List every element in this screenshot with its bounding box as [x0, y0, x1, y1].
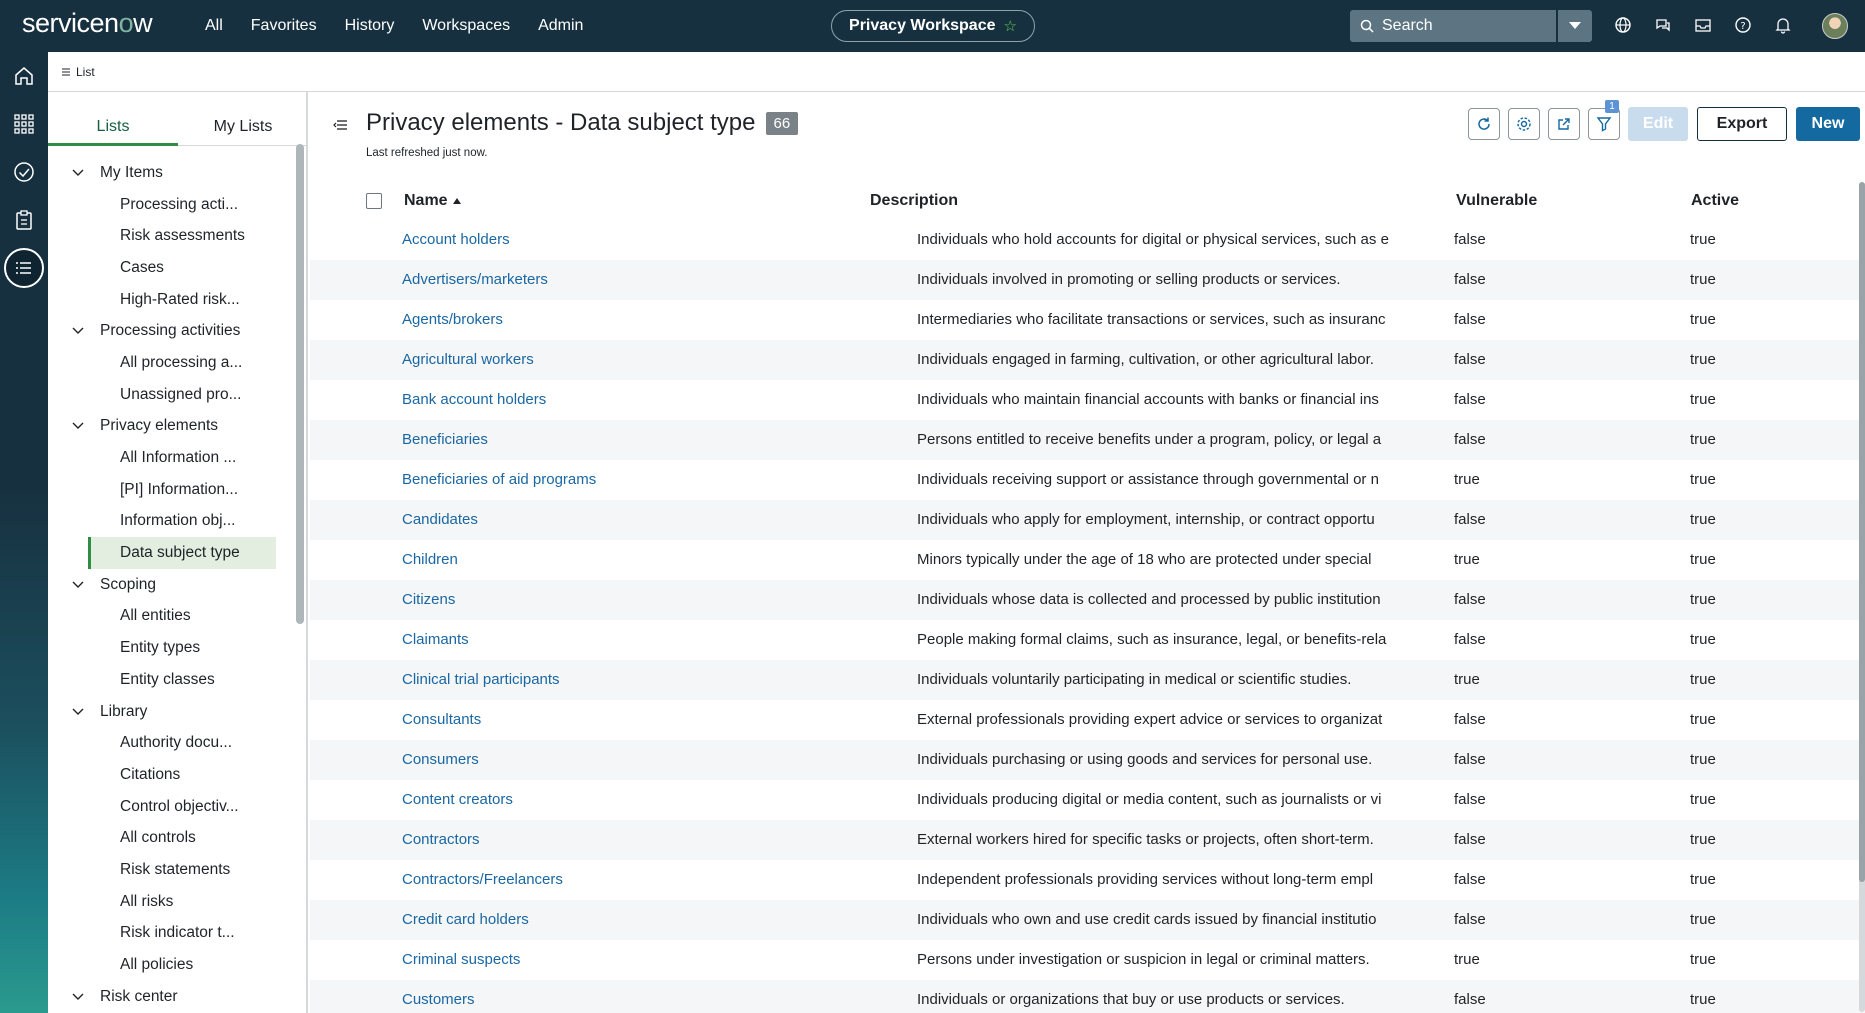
clipboard-icon[interactable]: [10, 206, 38, 234]
tree-label: My Items: [100, 163, 163, 181]
row-vulnerable: false: [1454, 631, 1486, 648]
list-navigator-panel: [48, 92, 308, 1013]
table-row[interactable]: [310, 620, 1865, 660]
refresh-status: Last refreshed just now.: [366, 147, 488, 159]
column-name-label: Name: [404, 192, 448, 209]
tree-item[interactable]: [48, 442, 293, 474]
apps-grid-icon[interactable]: [10, 110, 38, 138]
row-vulnerable: false: [1454, 871, 1486, 888]
row-name-link[interactable]: Advertisers/marketers: [402, 271, 548, 288]
table-row[interactable]: [310, 380, 1865, 420]
export-button[interactable]: Export: [1697, 107, 1787, 141]
tree-label: Control objectiv...: [120, 797, 239, 815]
sort-ascending-icon[interactable]: [452, 197, 462, 205]
row-description: Individuals receiving support or assistance through governmental or n: [917, 471, 1379, 488]
tree-item[interactable]: [48, 220, 293, 252]
row-vulnerable: false: [1454, 311, 1486, 328]
row-name-link[interactable]: Claimants: [402, 631, 469, 648]
row-active: true: [1690, 231, 1716, 248]
gear-icon: [1516, 116, 1532, 132]
row-name-link[interactable]: Account holders: [402, 231, 510, 248]
row-vulnerable: false: [1454, 391, 1486, 408]
panel-tabs: [48, 108, 308, 146]
row-vulnerable: true: [1454, 471, 1480, 488]
star-icon[interactable]: ☆: [1003, 18, 1017, 35]
row-name-link[interactable]: Clinical trial participants: [402, 671, 560, 688]
row-active: true: [1690, 311, 1716, 328]
search-dropdown-button[interactable]: [1558, 10, 1592, 42]
row-vulnerable: false: [1454, 231, 1486, 248]
tree-label: Library: [100, 702, 148, 720]
tree-label: Risk statements: [120, 860, 231, 878]
row-name-link[interactable]: Bank account holders: [402, 391, 547, 408]
chevron-down-icon[interactable]: [72, 581, 86, 589]
tree-item[interactable]: [48, 727, 293, 759]
table-row[interactable]: [310, 660, 1865, 700]
tree-item[interactable]: [48, 379, 293, 411]
row-active: true: [1690, 551, 1716, 568]
tab-lists[interactable]: Lists: [48, 108, 178, 145]
row-description: Individuals who apply for employment, internship, or contract opportu: [917, 511, 1375, 528]
row-description: Individuals producing digital or media content, such as journalists or vi: [917, 791, 1382, 808]
row-name-link[interactable]: Content creators: [402, 791, 513, 808]
tree-item[interactable]: [48, 759, 293, 791]
tree-label: Risk center: [100, 987, 178, 1005]
row-active: true: [1690, 631, 1716, 648]
tree-label: Privacy elements: [100, 417, 219, 435]
table-row[interactable]: [310, 900, 1865, 940]
row-description: External workers hired for specific tasks or projects, often short-term.: [917, 831, 1374, 848]
table-row[interactable]: [310, 740, 1865, 780]
left-rail: [0, 52, 48, 1013]
table-header: [310, 182, 1865, 220]
search-placeholder: Search: [1382, 17, 1433, 34]
tree-label: Entity classes: [120, 670, 215, 688]
row-description: Minors typically under the age of 18 who are protected under special: [917, 551, 1372, 568]
row-active: true: [1690, 351, 1716, 368]
tree-group[interactable]: [48, 569, 293, 601]
tree-item[interactable]: [48, 189, 293, 221]
row-active: true: [1690, 511, 1716, 528]
tree-item[interactable]: [48, 886, 293, 918]
help-icon[interactable]: [1732, 14, 1754, 36]
inbox-icon[interactable]: [1692, 14, 1714, 36]
row-name-link[interactable]: Criminal suspects: [402, 951, 521, 968]
table-row[interactable]: [310, 340, 1865, 380]
row-active: true: [1690, 951, 1716, 968]
nav-workspaces[interactable]: Workspaces: [422, 17, 511, 34]
tree-label: Risk assessments: [120, 227, 245, 245]
row-description: External professionals providing expert advice or services to organizat: [917, 711, 1383, 728]
table-row[interactable]: [310, 500, 1865, 540]
tree-label: All Information ...: [120, 449, 237, 467]
user-avatar[interactable]: [1822, 13, 1848, 39]
list-tree: [48, 157, 293, 1013]
row-description: Persons entitled to receive benefits under a program, policy, or legal a: [917, 431, 1382, 448]
tree-item[interactable]: [48, 854, 293, 886]
column-description[interactable]: Description: [870, 192, 959, 209]
search-icon: [1360, 19, 1374, 33]
refresh-button[interactable]: [1468, 108, 1500, 140]
row-active: true: [1690, 711, 1716, 728]
tree-item[interactable]: [48, 632, 293, 664]
row-description: Individuals who hold accounts for digital or physical services, such as e: [917, 231, 1389, 248]
row-vulnerable: true: [1454, 671, 1480, 688]
tree-label: All processing a...: [120, 353, 243, 371]
row-active: true: [1690, 791, 1716, 808]
chevron-down-icon[interactable]: [72, 708, 86, 716]
tree-item[interactable]: [48, 284, 293, 316]
table-row[interactable]: [310, 580, 1865, 620]
page-title-text: Privacy elements - Data subject type: [366, 109, 756, 136]
open-external-button[interactable]: [1548, 108, 1580, 140]
tree-label: Entity types: [120, 639, 201, 657]
row-description: Persons under investigation or suspicion in legal or criminal matters.: [917, 951, 1370, 968]
tree-label: Scoping: [100, 575, 157, 593]
tree-label: All controls: [120, 829, 196, 847]
table-row[interactable]: [310, 700, 1865, 740]
row-description: Individuals whose data is collected and processed by public institution: [917, 591, 1381, 608]
subbar-label: List: [76, 64, 95, 79]
record-count-badge: 66: [766, 112, 799, 135]
row-active: true: [1690, 271, 1716, 288]
column-name[interactable]: [404, 192, 462, 210]
row-description: Individuals engaged in farming, cultivation, or other agricultural labor.: [917, 351, 1374, 368]
tree-label: All entities: [120, 607, 191, 625]
workspace-name: Privacy Workspace: [849, 17, 996, 34]
row-description: Individuals purchasing or using goods and services for personal use.: [917, 751, 1373, 768]
bell-icon[interactable]: [1772, 14, 1794, 36]
tree-item[interactable]: [48, 949, 293, 981]
tree-item[interactable]: [48, 252, 293, 284]
refresh-icon: [1476, 116, 1492, 132]
tree-group[interactable]: [48, 981, 293, 1013]
row-name-link[interactable]: Candidates: [402, 511, 478, 528]
tree-label: [PI] Information...: [120, 480, 239, 498]
table-row[interactable]: [310, 220, 1865, 260]
row-active: true: [1690, 991, 1716, 1008]
tree-label: All policies: [120, 956, 194, 974]
tree-item[interactable]: [48, 918, 293, 950]
table-row[interactable]: [310, 940, 1865, 980]
row-name-link[interactable]: Beneficiaries of aid programs: [402, 471, 597, 488]
row-description: People making formal claims, such as insurance, legal, or benefits-rela: [917, 631, 1387, 648]
row-active: true: [1690, 471, 1716, 488]
row-name-link[interactable]: Citizens: [402, 591, 456, 608]
tree-item[interactable]: [48, 474, 293, 506]
table-row[interactable]: [310, 860, 1865, 900]
column-active[interactable]: Active: [1691, 192, 1740, 209]
row-active: true: [1690, 671, 1716, 688]
menu-lines-icon[interactable]: [62, 68, 70, 76]
row-description: Intermediaries who facilitate transactions or services, such as insuranc: [917, 311, 1386, 328]
row-name-link[interactable]: Agents/brokers: [402, 311, 503, 328]
tree-label: Citations: [120, 765, 181, 783]
tree-item[interactable]: [88, 537, 276, 569]
tree-item[interactable]: [48, 822, 293, 854]
nav-all[interactable]: All: [205, 17, 223, 34]
row-vulnerable: true: [1454, 951, 1480, 968]
tree-label: Processing activities: [100, 322, 241, 340]
row-name-link[interactable]: Beneficiaries: [402, 431, 488, 448]
tree-item[interactable]: [48, 347, 293, 379]
tree-label: Cases: [120, 258, 164, 276]
header-icons: [1612, 14, 1794, 36]
chevron-down-icon[interactable]: [72, 169, 86, 177]
row-vulnerable: false: [1454, 751, 1486, 768]
row-description: Individuals who own and use credit cards issued by financial institutio: [917, 911, 1377, 928]
svg-text:?: ?: [1740, 21, 1746, 32]
table-row[interactable]: [310, 420, 1865, 460]
row-vulnerable: false: [1454, 351, 1486, 368]
panel-scrollbar[interactable]: [296, 144, 304, 624]
page-title: [366, 109, 798, 137]
table-row[interactable]: [310, 780, 1865, 820]
filter-icon: [1596, 116, 1612, 132]
chevron-down-icon[interactable]: [72, 993, 86, 1001]
row-vulnerable: false: [1454, 271, 1486, 288]
tab-my-lists[interactable]: My Lists: [213, 117, 273, 135]
collapse-panel-icon[interactable]: [333, 118, 347, 136]
home-icon[interactable]: [10, 62, 38, 90]
row-vulnerable: false: [1454, 511, 1486, 528]
row-name-link[interactable]: Credit card holders: [402, 911, 529, 928]
tree-item[interactable]: [48, 791, 293, 823]
nav-admin[interactable]: Admin: [538, 17, 584, 34]
sub-header: [48, 52, 1865, 92]
main-list: [310, 92, 1865, 1013]
row-vulnerable: false: [1454, 991, 1486, 1008]
row-description: Individuals who maintain financial accounts with banks or financial ins: [917, 391, 1379, 408]
tree-item[interactable]: [48, 506, 293, 538]
search-input[interactable]: [1350, 10, 1556, 42]
row-description: Independent professionals providing services without long-term empl: [917, 871, 1374, 888]
row-description: Individuals or organizations that buy or use products or services.: [917, 991, 1345, 1008]
top-header: [0, 0, 1865, 52]
filter-button[interactable]: [1588, 101, 1620, 140]
check-circle-icon[interactable]: [10, 158, 38, 186]
column-vulnerable[interactable]: Vulnerable: [1456, 192, 1538, 209]
row-name-link[interactable]: Contractors/Freelancers: [402, 871, 563, 888]
table-row[interactable]: [310, 460, 1865, 500]
table-row[interactable]: [310, 820, 1865, 860]
row-active: true: [1690, 391, 1716, 408]
row-name-link[interactable]: Consumers: [402, 751, 479, 768]
table-row[interactable]: [310, 260, 1865, 300]
main-scrollbar[interactable]: [1859, 182, 1865, 1012]
table-row[interactable]: [310, 300, 1865, 340]
row-description: Individuals voluntarily participating in medical or scientific studies.: [917, 671, 1352, 688]
row-active: true: [1690, 871, 1716, 888]
caret-down-icon: [1569, 22, 1581, 30]
external-link-icon: [1556, 116, 1572, 132]
tree-group[interactable]: [48, 411, 293, 443]
row-name-link[interactable]: Customers: [402, 991, 475, 1008]
table-row[interactable]: [310, 540, 1865, 580]
row-description: Individuals involved in promoting or selling products or services.: [917, 271, 1341, 288]
list-icon[interactable]: [4, 248, 44, 288]
filter-count-badge: 1: [1605, 100, 1619, 113]
nav-favorites[interactable]: Favorites: [250, 17, 317, 34]
row-active: true: [1690, 831, 1716, 848]
tree-label: Data subject type: [120, 544, 240, 562]
chat-icon[interactable]: [1652, 14, 1674, 36]
tree-group[interactable]: [48, 696, 293, 728]
tree-group[interactable]: [48, 157, 293, 189]
tree-label: Risk indicator t...: [120, 924, 235, 942]
select-all-checkbox[interactable]: [366, 193, 382, 209]
row-vulnerable: false: [1454, 711, 1486, 728]
row-name-link[interactable]: Consultants: [402, 711, 482, 728]
tree-group[interactable]: [48, 315, 293, 347]
tree-item[interactable]: [48, 664, 293, 696]
row-name-link[interactable]: Agricultural workers: [402, 351, 534, 368]
chevron-down-icon[interactable]: [72, 422, 86, 430]
row-active: true: [1690, 431, 1716, 448]
nav-history[interactable]: History: [344, 17, 395, 34]
tree-label: Processing acti...: [120, 195, 239, 213]
tree-label: Information obj...: [120, 512, 236, 530]
top-nav: [205, 0, 611, 52]
globe-icon[interactable]: [1612, 14, 1634, 36]
chevron-down-icon[interactable]: [72, 327, 86, 335]
tree-item[interactable]: [48, 601, 293, 633]
row-vulnerable: false: [1454, 791, 1486, 808]
tree-label: All risks: [120, 892, 174, 910]
settings-button[interactable]: [1508, 108, 1540, 140]
tree-label: Authority docu...: [120, 734, 233, 752]
servicenow-logo[interactable]: servicenow: [22, 8, 153, 38]
row-vulnerable: false: [1454, 911, 1486, 928]
row-active: true: [1690, 911, 1716, 928]
tree-label: High-Rated risk...: [120, 290, 240, 308]
table-row[interactable]: [310, 980, 1865, 1013]
tree-label: Unassigned pro...: [120, 385, 242, 403]
row-vulnerable: false: [1454, 831, 1486, 848]
row-active: true: [1690, 591, 1716, 608]
row-vulnerable: false: [1454, 431, 1486, 448]
workspace-pill[interactable]: [831, 10, 1035, 42]
row-vulnerable: true: [1454, 551, 1480, 568]
row-name-link[interactable]: Children: [402, 551, 458, 568]
new-button[interactable]: New: [1796, 107, 1860, 141]
row-vulnerable: false: [1454, 591, 1486, 608]
row-name-link[interactable]: Contractors: [402, 831, 480, 848]
edit-button[interactable]: Edit: [1628, 107, 1688, 141]
row-active: true: [1690, 751, 1716, 768]
table-body: [310, 220, 1865, 1013]
